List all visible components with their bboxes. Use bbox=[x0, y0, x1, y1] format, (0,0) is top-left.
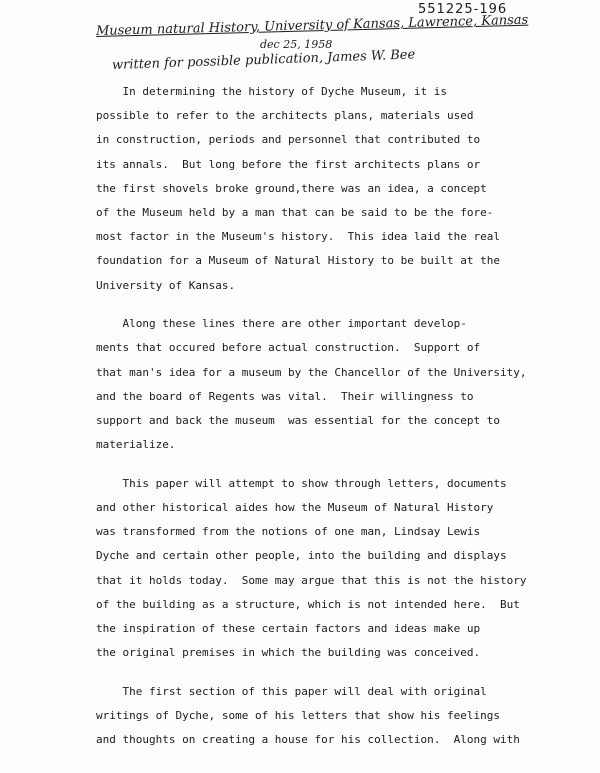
text-line: and other historical aides how the Museum of Natural History bbox=[96, 501, 494, 514]
handwritten-title: Museum natural History, University of Kansas, Lawrence, Kansas bbox=[95, 12, 529, 39]
paragraph-1 bbox=[96, 80, 566, 298]
paragraph-4 bbox=[96, 680, 566, 753]
text-line: support and back the museum was essential for the concept to bbox=[96, 413, 500, 427]
text-line: was transformed from the notions of one man, Lindsay Lewis bbox=[96, 525, 481, 539]
text-line: the inspiration of these certain factors and ideas make up bbox=[96, 621, 481, 635]
text-line: of the building as a structure, which is not intended here. But bbox=[96, 597, 520, 611]
paragraph-3 bbox=[96, 472, 566, 666]
text-line: Along these lines there are other important develop- bbox=[96, 317, 467, 331]
text-line: of the Museum held by a man that can be said to be the fore- bbox=[96, 205, 494, 219]
text-line: This paper will attempt to show through letters, documents bbox=[96, 476, 507, 490]
text-line: the original premises in which the building was conceived. bbox=[96, 646, 481, 660]
paragraph-2 bbox=[96, 312, 566, 457]
text-line: foundation for a Museum of Natural History to be built at the bbox=[96, 254, 500, 268]
text-line: possible to refer to the architects plans, materials used bbox=[96, 109, 474, 123]
text-line: that it holds today. Some may argue that this is not the history bbox=[96, 573, 527, 587]
text-line: and thoughts on creating a house for his collection. Along with bbox=[96, 733, 520, 747]
text-line: that man's idea for a museum by the Chancellor of the University, bbox=[96, 365, 527, 379]
text-line: University of Kansas. bbox=[96, 278, 236, 292]
text-line: and the board of Regents was vital. Their willingness to bbox=[96, 389, 474, 403]
text-line: its annals. But long before the first architects plans or bbox=[96, 157, 481, 171]
text-line: The first section of this paper will deal with original bbox=[96, 684, 487, 698]
text-line: ments that occured before actual construction. Support of bbox=[96, 341, 481, 355]
text-line: writings of Dyche, some of his letters that show his feelings bbox=[96, 709, 500, 722]
text-line: In determining the history of Dyche Museum, it is bbox=[96, 85, 447, 98]
reference-number: 551225-196 bbox=[418, 2, 508, 17]
handwritten-note: written for possible publication, James W. Bee bbox=[111, 47, 416, 73]
text-line: Dyche and certain other people, into the building and displays bbox=[96, 549, 507, 563]
text-line: in construction, periods and personnel that contributed to bbox=[96, 133, 481, 147]
handwritten-date: dec 25, 1958 bbox=[260, 38, 333, 51]
text-line: most factor in the Museum's history. This idea laid the real bbox=[96, 230, 500, 244]
typed-body bbox=[96, 80, 566, 767]
text-line: the first shovels broke ground,there was an idea, a concept bbox=[96, 181, 487, 195]
text-line: materialize. bbox=[96, 438, 176, 452]
